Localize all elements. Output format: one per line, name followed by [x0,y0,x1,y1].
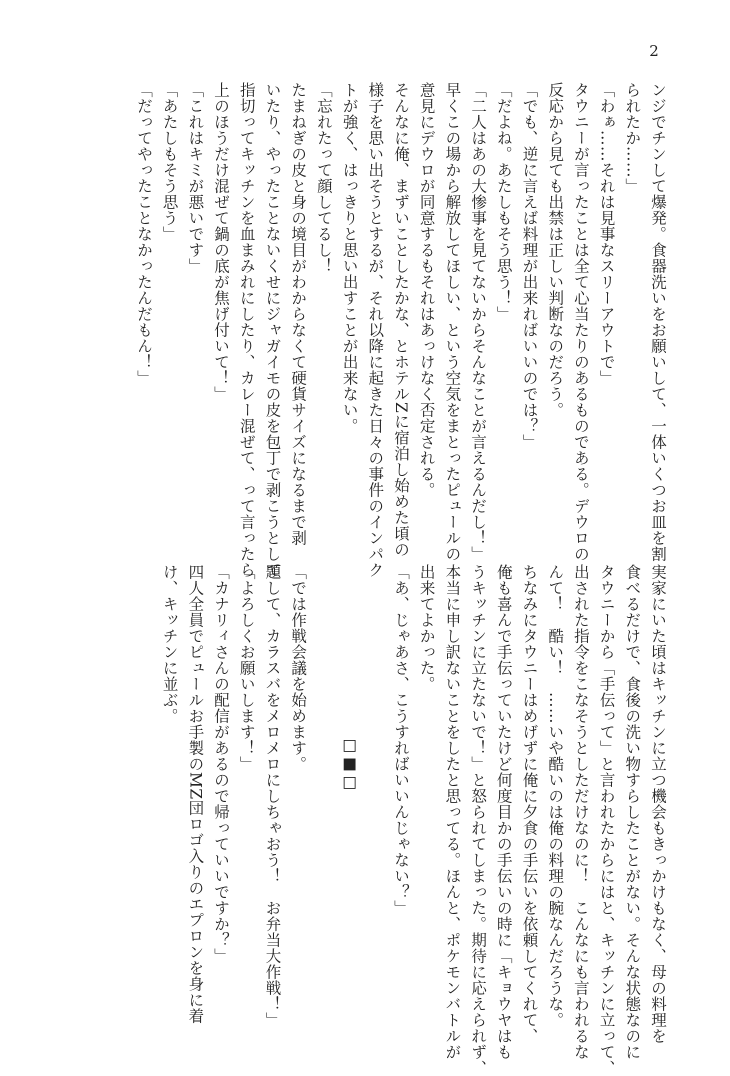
text-line: 出来てよかった。 [417,564,436,692]
text-line: トが強く、はっきりと思い出すことが出来ない。 [340,82,359,434]
text-block-top [134,82,670,578]
text-line: ンジでチンして爆発。食器洗いをお願いして、一体いくつお皿を割 [649,82,667,562]
text-line: 「わぁ……それは見事なスリーアウトで」 [597,82,616,386]
text-line: 「でも、逆に言えば料理が出来ればいいのでは？」 [520,82,539,450]
text-line [310,564,336,964]
text-line: タウニーが言ったことは全て心当たりのあるものである。デウロの [571,82,590,562]
text-line: たまねぎの皮と身の境目がわからなくて硬貨サイズになるまで剥 [289,82,308,546]
text-line: タウニーから「手伝って」と言われたからにはと、キッチンに立って、 [597,564,616,1076]
text-line: 様子を思い出そうとするが、それ以降に起きた日々の事件のインパク [366,82,385,578]
text-line: そんなに俺、まずいことしたかな、とホテルZに宿泊し始めた頃の [391,82,410,558]
text-line: 出された指令をこなそうとしただけなのに！ こんなにも言われるな [571,564,590,1060]
text-line: 早くこの場から解放してほしい、という空気をまとったピュールの [443,82,462,562]
text-line: うキッチンに立たないで！」と怒られてしまった。期待に応えられず、 [469,564,488,1076]
text-line: 「忘れたって顔してるし！ [314,82,333,274]
text-line: 本当に申し訳ないことをしたと思ってる。ほんと、ポケモンバトルが [443,564,462,1060]
text-line: 意見にデウロが同意するもそれはあっけなく否定される。 [417,82,436,498]
text-line: 「あ、じゃあさ、こうすればいいんじゃない？」 [391,564,410,916]
text-line: 反応から見ても出禁は正しい判断なのだろう。 [546,82,565,418]
text-block-bottom [142,564,670,1076]
text-line: 食べるだけで、食後の洗い物すらしたことがない。そんな状態なのに [623,564,642,1060]
text-line: 「これはキミが悪いです」 [186,82,205,274]
text-line: 「二人はあの大惨事を見てないからそんなことが言えるんだし！」 [469,82,488,562]
text-line: け、キッチンに並ぶ。 [160,564,179,724]
text-line: 「だよね。あたしもそう思う！」 [494,82,513,322]
text-line: 四人全員でピュールお手製のMZ団ロゴ入りのエプロンを身に着 [186,564,205,1024]
text-line: 「だってやったことなかったんだもん！」 [134,82,153,386]
text-line: いたり、やったことないくせにジャガイモの皮を包丁で剥こうとして [263,82,282,578]
text-line [362,564,388,964]
scene-break: □■□ [340,736,359,792]
text-line: 指切ってキッチンを血まみれにしたり、カレー混ぜて、って言ったら [237,82,256,578]
text-line: ちなみにタウニーはめげずに俺に夕食の手伝いを依頼してくれて、 [520,564,539,1044]
text-line: んて！ 酷い！ ……いや酷いのは俺の料理の腕なんだろうな。 [546,564,565,1028]
text-line: 題して、カラスバをメロメロにしちゃおう！ お弁当大作戦！」 [263,564,282,1028]
text-line: 俺も喜んで手伝っていたけど何度目かの手伝いの時に「キョウヤはも [494,564,513,1060]
text-line: 上のほうだけ混ぜて鍋の底が焦げ付いて！」 [212,82,231,402]
text-line: られたか……」 [623,82,642,194]
text-line: 「では作戦会議を始めます。 [289,564,308,772]
page-number: 2 [649,42,659,60]
text-line: 実家にいた頃はキッチンに立つ機会もきっかけもなく、母の料理を [649,564,667,1044]
text-line: 「よろしくお願いします！」 [237,564,256,772]
text-line: 「カナリィさんの配信があるので帰っていいですか？」 [212,564,231,964]
text-line: 「あたしもそう思う」 [160,82,179,242]
